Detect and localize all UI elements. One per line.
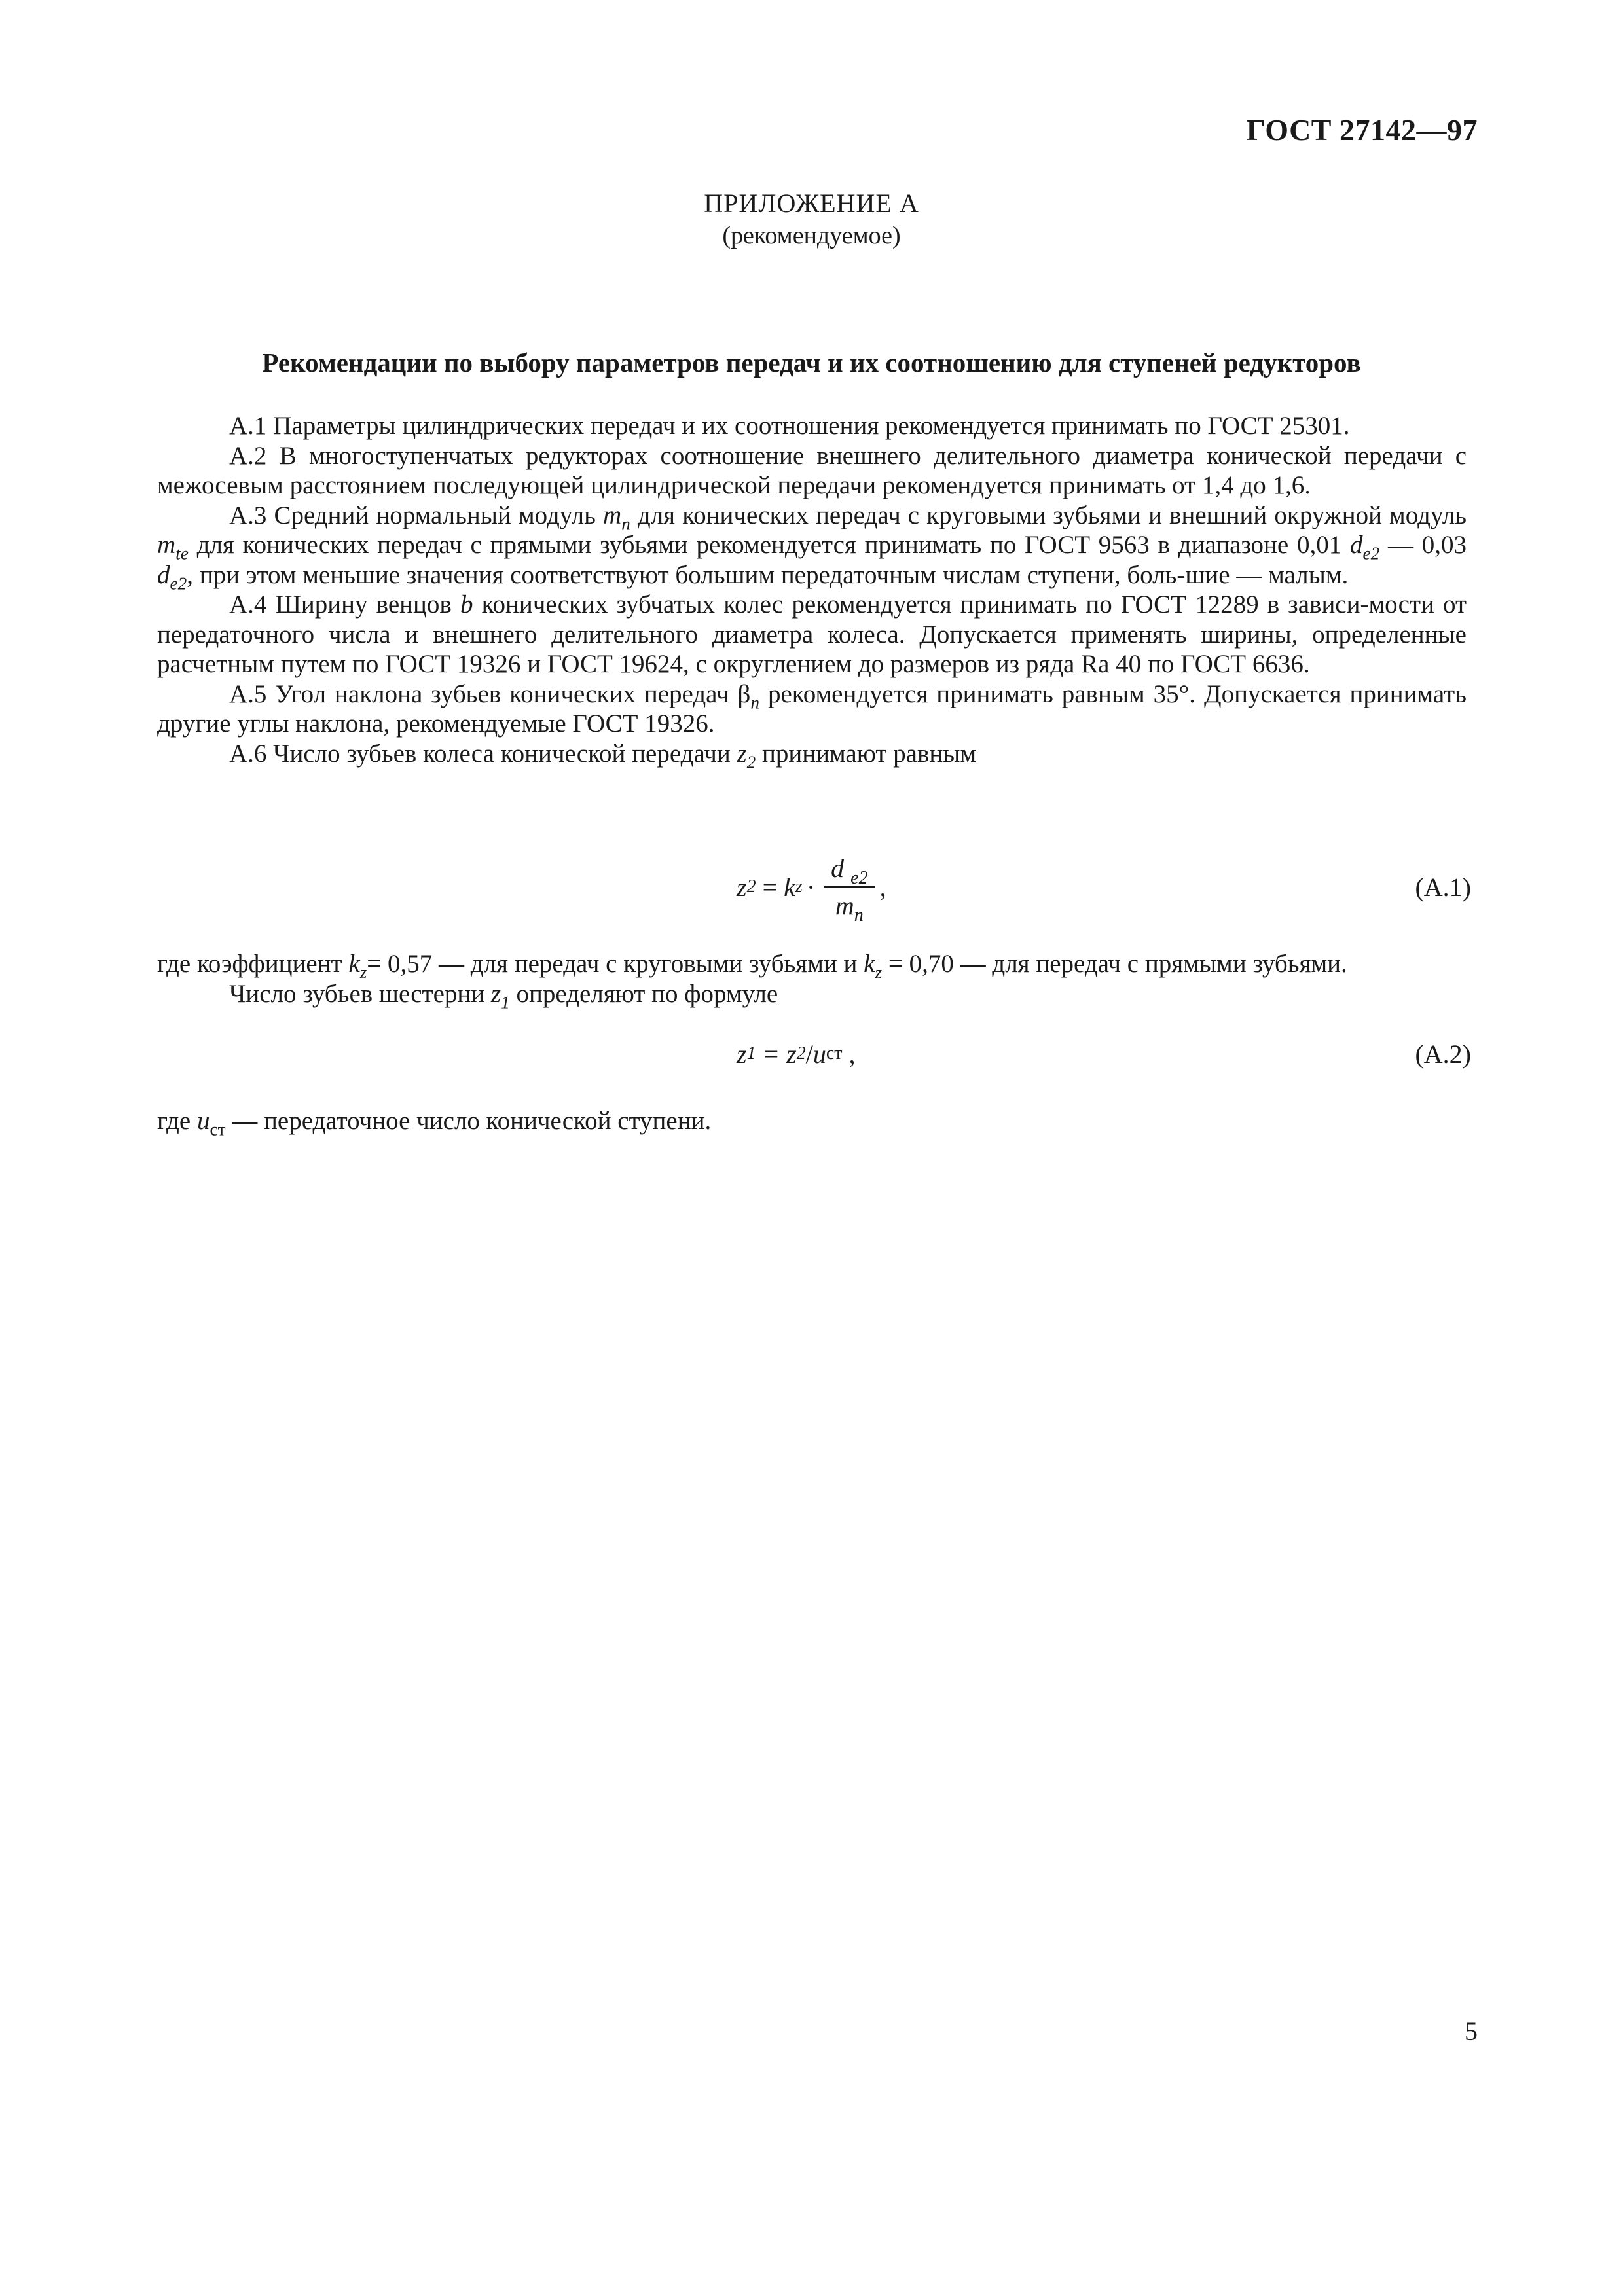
symbol-beta-n	[737, 679, 760, 713]
appendix-subtitle: (рекомендуемое)	[722, 222, 901, 249]
pinion-text-1: Число зубьев шестерни	[229, 979, 485, 1008]
formula-a1-num-sym: d	[831, 853, 845, 883]
symbol-u-st	[196, 1107, 226, 1139]
subscript-2: 2	[746, 752, 756, 772]
formula-a1-k: k	[784, 872, 795, 902]
where2-text-2: — передаточное число конической ступени.	[232, 1107, 712, 1135]
formula-a1-number: (А.1)	[1415, 872, 1471, 902]
symbol-k: k	[348, 950, 360, 978]
where1-text-3: = 0,70 — для передач с прямыми зубьями.	[888, 950, 1347, 978]
item-a3-text-4: — 0,03	[1388, 531, 1467, 559]
item-a6-text-1: Число зубьев колеса конической передачи	[273, 739, 731, 768]
where-ratio	[157, 1106, 1467, 1139]
formula-a2	[0, 1008, 1623, 1100]
where-coefficient	[157, 949, 1467, 982]
formula-a1-dot: ·	[806, 872, 816, 902]
formula-a2-equals: =	[763, 1039, 779, 1069]
formula-a1-comma: ,	[879, 872, 886, 902]
symbol-k-z	[864, 950, 883, 982]
formula-a2-u: u	[812, 1039, 826, 1069]
subscript-1: 1	[501, 992, 510, 1013]
where1-text-1: где коэффициент	[157, 950, 342, 978]
item-a4-text-1: Ширину венцов	[275, 590, 452, 619]
pinion-text-2: определяют по формуле	[516, 979, 778, 1008]
subscript-e2: e2	[170, 573, 187, 594]
subscript-te: te	[175, 543, 189, 564]
item-a5	[157, 679, 1467, 739]
where-ratio-block	[157, 1106, 1467, 1139]
symbol-m-te	[157, 531, 189, 564]
item-a2-label: А.2	[229, 441, 267, 470]
symbol-k-z	[348, 950, 367, 982]
item-a4-text-2: конических зубчатых колес рекомендуется принимать по ГОСТ 12289 в зависи-мости от передаточного числа и внешнего делительного диаметра колеса. Допускается применять ширины, определенные расчетным путем по ГОСТ 19326 и ГОСТ 19624, с округлением до размеров из ряда Ra 40 по ГОСТ 6636.	[157, 590, 1467, 678]
symbol-d: d	[157, 560, 170, 589]
symbol-d-e2	[157, 560, 187, 594]
item-a6-text-2: принимают равным	[762, 739, 977, 768]
formula-a1-fraction	[824, 853, 874, 925]
where1-text-2: = 0,57 — для передач с круговыми зубьями и	[367, 950, 858, 978]
symbol-z2	[737, 739, 756, 772]
item-a3-text-5: , при этом меньшие значения соответствуют большим передаточным числам ступени, боль-шие — малым.	[187, 560, 1349, 589]
item-a5-text-1: Угол наклона зубьев конических передач	[275, 679, 729, 708]
subscript-e2: e2	[1362, 543, 1380, 564]
symbol-k: k	[864, 950, 875, 978]
symbol-m: m	[602, 501, 622, 529]
section-title: Рекомендации по выбору параметров передач и их соотношению для ступеней редукторов	[262, 348, 1361, 378]
subscript-z: z	[875, 962, 883, 982]
formula-a2-number: (А.2)	[1415, 1039, 1471, 1069]
formula-a1-body: z 2 = k z · $\frac{d _{e2}}{m_n}$ ,	[737, 853, 886, 925]
formula-a2-comma: ,	[848, 1039, 856, 1069]
formula-a1-den-sym: m	[835, 891, 854, 920]
symbol-m: m	[157, 531, 176, 559]
item-a3	[157, 501, 1467, 594]
symbol-z: z	[737, 739, 747, 768]
subscript-z: z	[359, 962, 367, 982]
item-a3-text-2: для конических передач с круговыми зубьями и внешний окружной модуль	[637, 501, 1467, 529]
formula-a1-den-sub: n	[854, 905, 864, 925]
item-a4	[157, 590, 1467, 679]
formula-a2-rhs: z	[786, 1039, 797, 1069]
formula-a1-num-sub: e2	[850, 867, 868, 888]
gost-code-header: ГОСТ 27142—97	[1246, 113, 1478, 147]
symbol-z1	[490, 979, 510, 1013]
subscript-st: ст	[210, 1119, 226, 1139]
item-a4-label: А.4	[229, 590, 267, 619]
subscript-n: n	[621, 514, 630, 534]
item-a5-text-2: рекомендуется принимать равным 35°. Допускается принимать другие углы наклона, рекомендуемые ГОСТ 19326.	[157, 679, 1467, 738]
item-a1-text: Параметры цилиндрических передач и их соотношения рекомендуется принимать по ГОСТ 25301.	[273, 412, 1350, 440]
symbol-z: z	[490, 979, 501, 1008]
recommendations-body	[157, 411, 1467, 772]
item-a6	[157, 739, 1467, 772]
item-a1	[157, 411, 1467, 441]
item-a3-text-3: для конических передач с прямыми зубьями рекомендуется принимать по ГОСТ 9563 в диапазоне 0,01	[196, 531, 1342, 559]
formula-a2-lhs: z	[737, 1039, 747, 1069]
item-a3-text-1: Средний нормальный модуль	[274, 501, 596, 529]
appendix-title: ПРИЛОЖЕНИЕ А	[704, 188, 919, 218]
symbol-m-n	[602, 501, 630, 534]
pinion-teeth-text	[157, 979, 1467, 1013]
symbol-beta: β	[737, 679, 751, 708]
formula-a2-body: z 1 = z 2 / u ст ,	[737, 1039, 856, 1069]
formula-a1-denominator	[829, 888, 870, 925]
formula-a2-slash: /	[805, 1039, 813, 1069]
formula-a1-equals: =	[762, 872, 778, 902]
symbol-d-e2	[1349, 531, 1380, 564]
item-a1-label: А.1	[229, 412, 267, 440]
appendix-heading	[0, 187, 1623, 251]
item-a2	[157, 441, 1467, 501]
subscript-n: n	[750, 692, 759, 713]
item-a2-text: В многоступенчатых редукторах соотношение внешнего делительного диаметра конической передачи с межосевым расстоянием последующей цилиндрической передачи рекомендуется принимать от 1,4 до 1,6.	[157, 441, 1467, 499]
item-a3-label: А.3	[229, 501, 267, 529]
item-a5-label: А.5	[229, 679, 267, 708]
where2-text-1: где	[157, 1107, 191, 1135]
formula-a1	[0, 841, 1623, 933]
symbol-b: b	[460, 590, 473, 619]
page-number: 5	[1465, 2017, 1478, 2046]
where-coefficient-block	[157, 949, 1467, 1013]
formula-a1-numerator	[824, 853, 874, 888]
symbol-d: d	[1349, 531, 1363, 559]
formula-a1-lhs: z	[737, 872, 747, 902]
item-a6-label: А.6	[229, 739, 267, 768]
symbol-u: u	[196, 1107, 210, 1135]
